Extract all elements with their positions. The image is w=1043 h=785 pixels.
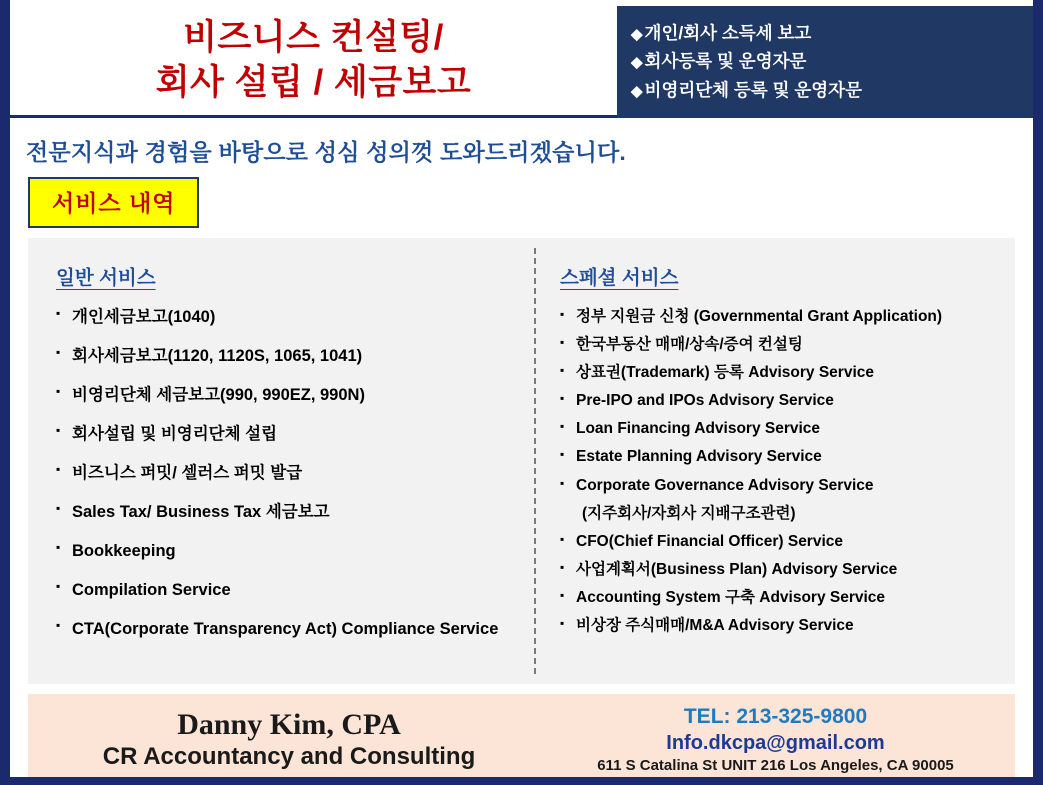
street-address: 611 S Catalina St UNIT 216 Los Angeles, CA 90005 xyxy=(597,757,954,775)
tagline: 전문지식과 경험을 바탕으로 성심 성의껏 도와드리겠습니다. xyxy=(26,139,626,165)
list-item: ▪ 상표권(Trademark) 등록 Advisory Service xyxy=(560,364,1005,383)
list-item: ▪ CFO(Chief Financial Officer) Service xyxy=(560,533,1005,552)
list-item: ▪ 회사세금보고(1120, 1120S, 1065, 1041) xyxy=(56,347,524,366)
list-item: ▪ 사업계획서(Business Plan) Advisory Service xyxy=(560,561,1005,580)
highlight-item-3-label: 비영리단체 등록 및 운영자문 xyxy=(644,79,862,100)
general-services-list xyxy=(56,308,524,639)
section-label: 서비스 내역 xyxy=(28,177,199,228)
list-item: ▪ Accounting System 구축 Advisory Service xyxy=(560,589,1005,608)
header xyxy=(10,0,1033,118)
list-item: ▪ Pre-IPO and IPOs Advisory Service xyxy=(560,392,1005,411)
list-item: ▪ 정부 지원금 신청 (Governmental Grant Application) xyxy=(560,308,1005,327)
header-title-block xyxy=(10,6,617,118)
diamond-icon: ◆ xyxy=(631,82,643,100)
highlight-item-1 xyxy=(631,24,1021,44)
list-item: ▪ Bookkeeping xyxy=(56,542,524,561)
diamond-icon: ◆ xyxy=(631,54,643,72)
list-item: ▪ Corporate Governance Advisory Service xyxy=(560,477,1005,496)
phone-number[interactable]: TEL: 213-325-9800 xyxy=(683,705,868,729)
services-panel xyxy=(28,238,1015,684)
list-item: ▪ Compilation Service xyxy=(56,581,524,600)
list-item: ▪ 비영리단체 세금보고(990, 990EZ, 990N) xyxy=(56,386,524,405)
list-item: ▪ Loan Financing Advisory Service xyxy=(560,420,1005,439)
general-services-heading: 일반 서비스 xyxy=(56,267,156,289)
diamond-icon: ◆ xyxy=(631,25,643,43)
page-title-line-2: 회사 설립 / 세금보고 xyxy=(155,62,472,102)
list-item: ▪ 회사설립 및 비영리단체 설립 xyxy=(56,425,524,444)
email-address[interactable]: Info.dkcpa@gmail.com xyxy=(666,732,885,755)
highlight-item-1-label: 개인/회사 소득세 보고 xyxy=(644,22,812,43)
bottom-border xyxy=(10,777,1033,785)
footer-contact xyxy=(542,704,1015,776)
firm-name: CR Accountancy and Consulting xyxy=(102,742,476,770)
highlight-item-3 xyxy=(631,81,1021,101)
footer-identity xyxy=(28,708,542,771)
list-item: ▪ CTA(Corporate Transparency Act) Compliance Service xyxy=(56,620,524,639)
highlight-item-2 xyxy=(631,52,1021,72)
header-highlights xyxy=(617,6,1033,118)
list-item: ▪ Estate Planning Advisory Service xyxy=(560,448,1005,467)
list-item-continuation: (지주회사/자회사 지배구조관련) xyxy=(582,504,796,522)
list-item: ▪ 한국부동산 매매/상속/증여 컨설팅 xyxy=(560,336,1005,355)
section-label-wrap xyxy=(10,173,1033,228)
list-item: ▪ 비상장 주식매매/M&A Advisory Service xyxy=(560,617,1005,636)
special-services-heading: 스페셜 서비스 xyxy=(560,267,679,289)
highlight-item-2-label: 회사등록 및 운영자문 xyxy=(644,51,807,72)
general-services-column xyxy=(28,238,534,684)
list-item: ▪ Sales Tax/ Business Tax 세금보고 xyxy=(56,503,524,522)
contact-name: Danny Kim, CPA xyxy=(177,708,401,742)
special-services-list xyxy=(560,308,1005,636)
column-divider xyxy=(534,248,536,674)
page-title-line-1: 비즈니스 컨설팅/ xyxy=(183,17,444,57)
list-item: ▪ 비즈니스 퍼밋/ 셀러스 퍼밋 발급 xyxy=(56,464,524,483)
special-services-column xyxy=(534,238,1015,684)
list-item: ▪ 개인세금보고(1040) xyxy=(56,308,524,327)
footer xyxy=(28,694,1015,785)
